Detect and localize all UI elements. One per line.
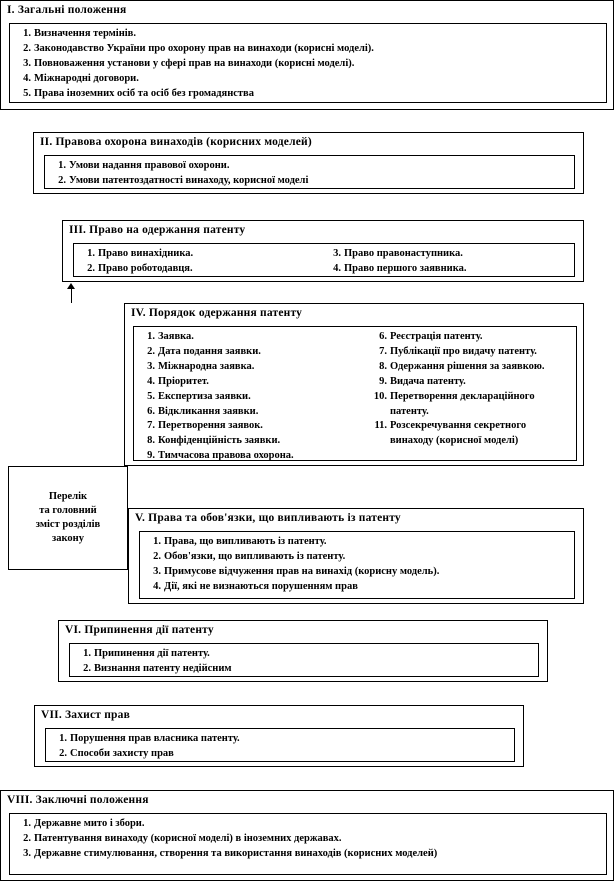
two-column-layout <box>78 247 570 277</box>
list-item <box>370 345 572 360</box>
section-items-3 <box>73 243 575 277</box>
item-text: Пріоритет. <box>158 375 209 387</box>
list-item <box>144 535 570 550</box>
item-text: Обов'язки, що випливають із патенту. <box>164 550 346 562</box>
item-text: Державне мито і збори. <box>34 818 145 829</box>
item-text: Дії, які не визнаються порушенням прав <box>164 580 358 592</box>
item-text: Перетворення деклараційного патенту. <box>390 390 535 417</box>
list-item <box>138 360 370 375</box>
section-title-4: IV. Порядок одержання патенту <box>131 307 303 319</box>
item-number: 2. <box>83 662 91 674</box>
list-item <box>78 262 324 277</box>
item-text: Розсекречування секретного винаходу (корисної моделі) <box>390 420 527 447</box>
item-number: 2. <box>153 550 161 562</box>
item-number: 5. <box>147 390 155 402</box>
column-right <box>324 247 570 277</box>
section-block-1 <box>0 0 614 110</box>
item-number: 2. <box>23 832 31 844</box>
item-number: 1. <box>87 248 95 259</box>
list-item <box>74 662 534 677</box>
list-item <box>138 405 370 420</box>
item-text: Право роботодавця. <box>98 262 193 274</box>
list-item <box>14 27 602 42</box>
list-item <box>144 550 570 565</box>
section-title-7: VII. Захист прав <box>41 709 131 721</box>
legend-line-3: зміст розділів <box>35 519 101 530</box>
item-number: 8. <box>147 435 155 447</box>
item-text: Публікації про видачу патенту. <box>390 345 537 357</box>
item-text: Державне стимулювання, створення та використання винаходів (корисних моделей) <box>34 847 438 859</box>
item-text: Одержання рішення за заявкою. <box>390 360 545 372</box>
item-number: 8. <box>379 360 387 372</box>
section-title-6: VI. Припинення дії патенту <box>65 624 214 636</box>
item-number: 3. <box>147 360 155 372</box>
item-text: Відкликання заявки. <box>158 405 259 417</box>
section-block-6 <box>58 620 548 682</box>
item-number: 2. <box>23 42 31 54</box>
item-number: 4. <box>333 262 341 274</box>
item-text: Права іноземних осіб та осіб без громадянства <box>34 87 254 99</box>
list-item <box>138 375 370 390</box>
section-items-4 <box>133 326 577 461</box>
item-number: 6. <box>147 405 155 417</box>
item-list-1 <box>14 27 602 102</box>
legend-text <box>36 490 100 547</box>
item-list-3-left <box>78 247 324 277</box>
section-items-5 <box>139 531 575 599</box>
list-item <box>138 419 370 434</box>
item-list-2 <box>49 159 570 189</box>
item-number: 7. <box>147 420 155 432</box>
list-item <box>14 42 602 57</box>
list-item <box>324 262 570 277</box>
item-number: 3. <box>23 57 31 69</box>
section-title-2: II. Правова охорона винаходів (корисних моделей) <box>40 136 312 148</box>
connector-line <box>71 289 72 303</box>
section-block-2 <box>33 132 584 194</box>
section-items-1 <box>9 23 607 103</box>
item-number: 2. <box>147 345 155 357</box>
item-number: 11. <box>374 420 387 432</box>
list-item <box>14 72 602 87</box>
legend-line-1: Перелік <box>48 490 88 502</box>
item-number: 2. <box>87 262 95 274</box>
list-item <box>14 87 602 102</box>
item-number: 1. <box>58 160 66 171</box>
item-number: 5. <box>23 87 31 99</box>
item-number: 6. <box>379 331 387 342</box>
list-item <box>78 247 324 262</box>
legend-line-4: закону <box>52 533 84 545</box>
item-number: 1. <box>147 331 155 342</box>
item-number: 4. <box>147 375 155 387</box>
item-text: Дата подання заявки. <box>158 345 261 357</box>
list-item <box>324 247 570 262</box>
item-text: Експертиза заявки. <box>158 390 251 402</box>
legend-line-2: та головний <box>39 504 97 516</box>
list-item <box>138 434 370 449</box>
item-number: 3. <box>23 847 31 859</box>
item-text: Реєстрація патенту. <box>390 331 483 342</box>
section-block-8 <box>0 790 614 881</box>
list-item <box>138 449 370 464</box>
section-title-1: I. Загальні положення <box>7 4 127 16</box>
section-title-8: VIII. Заключні положення <box>7 794 149 806</box>
two-column-layout <box>138 330 572 464</box>
item-number: 1. <box>153 536 161 547</box>
item-text: Порушення прав власника патенту. <box>70 733 240 744</box>
list-item <box>50 747 510 762</box>
list-item <box>14 817 602 832</box>
list-item <box>49 159 570 174</box>
list-item <box>138 345 370 360</box>
item-text: Конфіденційність заявки. <box>158 435 281 447</box>
item-text: Права, що випливають із патенту. <box>164 536 327 547</box>
section-items-2 <box>44 155 575 189</box>
list-item <box>370 360 572 375</box>
section-block-4 <box>124 303 584 466</box>
list-item <box>370 390 572 420</box>
item-list-4-left <box>138 330 370 464</box>
item-text: Міжнародна заявка. <box>158 360 255 372</box>
item-text: Способи захисту прав <box>70 747 174 759</box>
item-list-7 <box>50 732 510 762</box>
item-text: Визначення термінів. <box>34 28 136 39</box>
section-block-5 <box>128 508 584 604</box>
column-left <box>78 247 324 277</box>
item-number: 1. <box>23 818 31 829</box>
item-number: 3. <box>153 565 161 577</box>
section-block-7 <box>34 705 524 767</box>
list-item <box>144 580 570 595</box>
item-text: Визнання патенту недійсним <box>94 662 232 674</box>
item-number: 10. <box>373 390 387 402</box>
item-list-6 <box>74 647 534 677</box>
list-item <box>370 375 572 390</box>
list-item <box>49 174 570 189</box>
item-number: 4. <box>23 72 31 84</box>
item-text: Патентування винаходу (корисної моделі) в іноземних державах. <box>34 832 342 844</box>
item-number: 4. <box>153 580 161 592</box>
item-text: Умови патентоздатності винаходу, корисної моделі <box>69 174 309 186</box>
list-item <box>50 732 510 747</box>
list-item <box>14 832 602 847</box>
item-number: 1. <box>83 648 91 659</box>
section-items-6 <box>69 643 539 677</box>
column-right <box>370 330 572 464</box>
item-text: Право правонаступника. <box>344 248 463 259</box>
section-block-3 <box>62 220 584 282</box>
list-item <box>370 330 572 345</box>
item-text: Законодавство України про охорону прав на винаходи (корисні моделі). <box>34 42 374 54</box>
list-item <box>144 565 570 580</box>
item-number: 9. <box>147 450 155 462</box>
item-number: 1. <box>23 28 31 39</box>
item-text: Припинення дії патенту. <box>94 648 210 659</box>
item-text: Повноваження установи у сфері прав на винаходи (корисні моделі). <box>34 57 355 69</box>
item-number: 7. <box>379 345 387 357</box>
section-items-8 <box>9 813 607 875</box>
item-text: Примусове відчуження прав на винахід (корисну модель). <box>164 565 440 577</box>
item-number: 1. <box>59 733 67 744</box>
list-item <box>14 57 602 72</box>
column-left <box>138 330 370 464</box>
item-number: 9. <box>379 375 387 387</box>
item-list-3-right <box>324 247 570 277</box>
list-item <box>14 847 602 862</box>
legend-box <box>8 466 128 570</box>
section-title-3: III. Право на одержання патенту <box>69 224 246 236</box>
item-text: Заявка. <box>158 331 194 342</box>
section-title-5: V. Права та обов'язки, що випливають із патенту <box>135 512 401 524</box>
item-text: Право винахідника. <box>98 248 194 259</box>
item-list-8 <box>14 817 602 862</box>
item-text: Видача патенту. <box>390 375 466 387</box>
item-text: Міжнародні договори. <box>34 72 139 84</box>
item-list-5 <box>144 535 570 595</box>
item-number: 3. <box>333 248 341 259</box>
list-item <box>138 390 370 405</box>
item-number: 2. <box>58 174 66 186</box>
item-text: Право першого заявника. <box>344 262 467 274</box>
item-text: Умови надання правової охорони. <box>69 160 230 171</box>
item-number: 2. <box>59 747 67 759</box>
list-item <box>74 647 534 662</box>
item-text: Перетворення заявок. <box>158 420 263 432</box>
list-item <box>370 419 572 449</box>
section-items-7 <box>45 728 515 762</box>
item-list-4-right <box>370 330 572 449</box>
item-text: Тимчасова правова охорона. <box>158 450 294 462</box>
list-item <box>138 330 370 345</box>
